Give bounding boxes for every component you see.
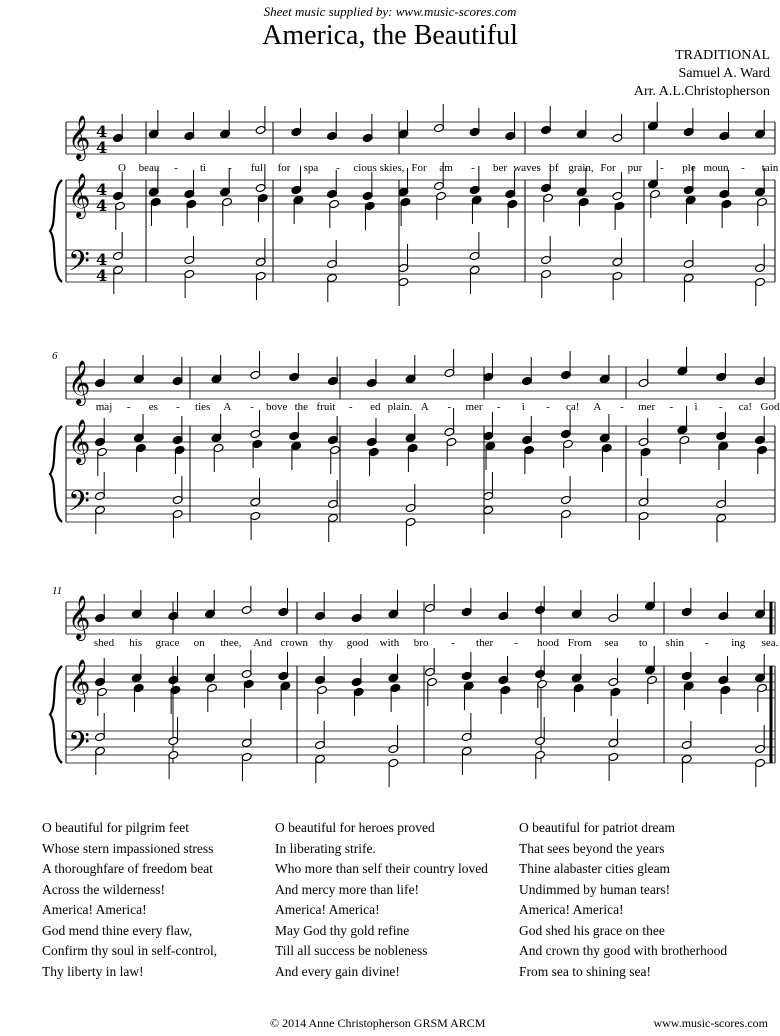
bass-clef: 𝄢 bbox=[68, 485, 90, 525]
verse-line: A thoroughfare of freedom beat bbox=[42, 861, 213, 876]
lyric-syllable: ti bbox=[199, 162, 207, 174]
lyric-syllable: ple bbox=[682, 162, 696, 174]
lyric-hyphen: - bbox=[447, 401, 452, 413]
time-signature: 4 bbox=[96, 250, 108, 269]
copyright-notice: © 2014 Anne Christopherson GRSM ARCM bbox=[270, 1016, 486, 1030]
lyric-syllable: pur bbox=[627, 162, 643, 174]
lyric-syllable: thy bbox=[318, 637, 334, 649]
verse-line: And crown thy good with brotherhood bbox=[519, 943, 728, 958]
verse-line: America! America! bbox=[275, 902, 380, 917]
credit-line: TRADITIONAL bbox=[675, 48, 770, 63]
lyric-syllable: God bbox=[760, 401, 780, 413]
lyric-hyphen: - bbox=[660, 162, 664, 174]
grand-staff-brace bbox=[50, 426, 62, 522]
verse-line: God mend thine every flaw, bbox=[42, 922, 193, 938]
time-signature: 4 bbox=[96, 266, 108, 285]
lyric-syllable: ca! bbox=[738, 401, 753, 413]
verse-line: O beautiful for pilgrim feet bbox=[42, 820, 189, 835]
lyric-syllable: ed bbox=[370, 401, 381, 413]
lyric-hyphen: - bbox=[704, 637, 709, 649]
lyric-hyphen: - bbox=[176, 401, 180, 413]
lyric-syllable: From bbox=[567, 637, 592, 649]
verse-column bbox=[42, 818, 217, 982]
lyric-syllable: ca! bbox=[565, 401, 580, 413]
measure-number: 11 bbox=[52, 585, 63, 597]
lyric-syllable: mer bbox=[465, 401, 483, 413]
lyric-syllable: A bbox=[593, 401, 602, 413]
footer-website: www.music-scores.com bbox=[653, 1016, 768, 1030]
verse-line: Till all success be nobleness bbox=[275, 943, 428, 958]
lyric-syllable: spa bbox=[303, 162, 319, 174]
lyric-syllable: ties bbox=[195, 401, 211, 413]
lyric-hyphen: - bbox=[620, 401, 624, 413]
lyric-syllable: ful bbox=[250, 162, 264, 174]
lyric-syllable: thee, bbox=[220, 637, 242, 649]
verse-column bbox=[519, 818, 727, 982]
lyric-syllable: For bbox=[600, 162, 616, 174]
verse-line: Who more than self their country loved bbox=[275, 861, 488, 876]
lyric-syllable: i bbox=[521, 401, 525, 413]
treble-clef: 𝄞 bbox=[68, 115, 91, 159]
lyric-hyphen: - bbox=[228, 162, 232, 174]
lyric-hyphen: - bbox=[471, 162, 475, 174]
lyric-syllable: cious bbox=[353, 162, 377, 174]
verse-line: Thy liberty in law! bbox=[42, 963, 144, 979]
verse-line: God shed his grace on thee bbox=[519, 922, 665, 938]
lyric-syllable: am bbox=[439, 162, 453, 174]
lyric-syllable: fruit bbox=[316, 401, 336, 413]
lyric-syllable: shin bbox=[665, 637, 685, 649]
verse-line: O beautiful for heroes proved bbox=[275, 820, 435, 835]
bass-clef: 𝄢 bbox=[68, 245, 90, 285]
lyric-hyphen: - bbox=[669, 401, 674, 413]
lyric-syllable: of bbox=[549, 162, 559, 174]
lyric-syllable: his bbox=[129, 637, 143, 649]
lyric-syllable: sea bbox=[604, 637, 619, 649]
lyric-syllable: bro bbox=[413, 637, 429, 649]
lyric-syllable: crown bbox=[280, 637, 309, 649]
time-signature: 4 bbox=[96, 196, 108, 215]
lyric-hyphen: - bbox=[496, 401, 501, 413]
song-title: America, the Beautiful bbox=[262, 20, 518, 51]
treble-clef: 𝄞 bbox=[68, 659, 91, 703]
bass-clef: 𝄢 bbox=[68, 726, 90, 766]
verse-line: O beautiful for patriot dream bbox=[519, 820, 675, 835]
verse-line: And mercy more than life! bbox=[275, 881, 419, 897]
verse-line: From sea to shining sea! bbox=[519, 963, 651, 979]
lyric-syllable: on bbox=[193, 637, 205, 649]
lyric-syllable: bove bbox=[265, 401, 288, 413]
treble-clef: 𝄞 bbox=[68, 173, 91, 217]
verse-line: Confirm thy soul in self-control, bbox=[42, 943, 218, 958]
lyric-syllable: maj bbox=[95, 401, 113, 413]
lyric-syllable: moun bbox=[703, 162, 729, 174]
verse-line: America! America! bbox=[519, 902, 624, 917]
lyric-syllable: For bbox=[411, 162, 427, 174]
lyric-syllable: A bbox=[420, 401, 429, 413]
lyric-syllable: skies, bbox=[379, 162, 405, 174]
supplied-by-note: Sheet music supplied by: www.music-scores.com bbox=[263, 4, 517, 19]
lyric-syllable: grace bbox=[155, 637, 180, 649]
lyric-syllable: the bbox=[294, 401, 309, 413]
grand-staff-brace bbox=[50, 666, 62, 763]
lyric-syllable: es bbox=[148, 401, 158, 413]
verse-line: Across the wilderness! bbox=[42, 881, 165, 897]
lyric-syllable: sea. bbox=[761, 637, 779, 649]
lyric-syllable: plain. bbox=[387, 401, 413, 413]
lyric-syllable: And bbox=[253, 637, 273, 649]
lyric-syllable: ther bbox=[476, 637, 494, 649]
lyric-syllable: O bbox=[118, 162, 126, 174]
verse-line: Undimmed by human tears! bbox=[519, 881, 671, 897]
lyric-hyphen: - bbox=[174, 162, 178, 174]
time-signature: 4 bbox=[96, 138, 108, 157]
lyric-syllable: good bbox=[346, 637, 369, 649]
lyric-syllable: grain, bbox=[568, 162, 594, 174]
lyric-syllable: for bbox=[277, 162, 291, 174]
lyric-hyphen: - bbox=[336, 162, 340, 174]
lyric-syllable: shed bbox=[93, 637, 115, 649]
treble-clef: 𝄞 bbox=[68, 595, 91, 639]
lyric-syllable: i bbox=[694, 401, 698, 413]
lyric-syllable: waves bbox=[513, 162, 541, 174]
lyric-hyphen: - bbox=[546, 401, 550, 413]
lyric-syllable: with bbox=[379, 637, 400, 649]
verse-line: And every gain divine! bbox=[275, 963, 400, 979]
lyric-syllable: hood bbox=[537, 637, 559, 649]
treble-clef: 𝄞 bbox=[68, 360, 91, 404]
verse-line: Whose stern impassioned stress bbox=[42, 840, 214, 856]
lyric-syllable: ber bbox=[492, 162, 508, 174]
lyric-hyphen: - bbox=[718, 401, 723, 413]
verse-column bbox=[275, 818, 488, 982]
verse-line: America! America! bbox=[42, 902, 147, 917]
lyric-syllable: to bbox=[638, 637, 648, 649]
lyric-hyphen: - bbox=[126, 401, 131, 413]
lyric-syllable: tain bbox=[761, 162, 779, 174]
credit-line: Arr. A.L.Christopherson bbox=[633, 84, 770, 99]
verse-line: May God thy gold refine bbox=[275, 922, 410, 938]
lyric-hyphen: - bbox=[514, 637, 519, 649]
verse-line: In liberating strife. bbox=[275, 840, 376, 856]
lyric-hyphen: - bbox=[451, 637, 455, 649]
lyric-hyphen: - bbox=[250, 401, 254, 413]
lyric-syllable: mer bbox=[638, 401, 656, 413]
verse-line: Thine alabaster cities gleam bbox=[519, 861, 671, 876]
treble-clef: 𝄞 bbox=[68, 419, 91, 463]
time-signature: 4 bbox=[96, 180, 108, 199]
measure-number: 6 bbox=[52, 350, 58, 362]
credit-line: Samuel A. Ward bbox=[678, 66, 770, 81]
grand-staff-brace bbox=[50, 180, 62, 282]
lyric-syllable: beau bbox=[138, 162, 160, 174]
verse-line: That sees beyond the years bbox=[519, 840, 665, 856]
lyric-syllable: A bbox=[223, 401, 232, 413]
lyric-hyphen: - bbox=[741, 162, 745, 174]
time-signature: 4 bbox=[96, 122, 108, 141]
lyric-hyphen: - bbox=[348, 401, 353, 413]
lyric-syllable: ing bbox=[731, 637, 746, 649]
